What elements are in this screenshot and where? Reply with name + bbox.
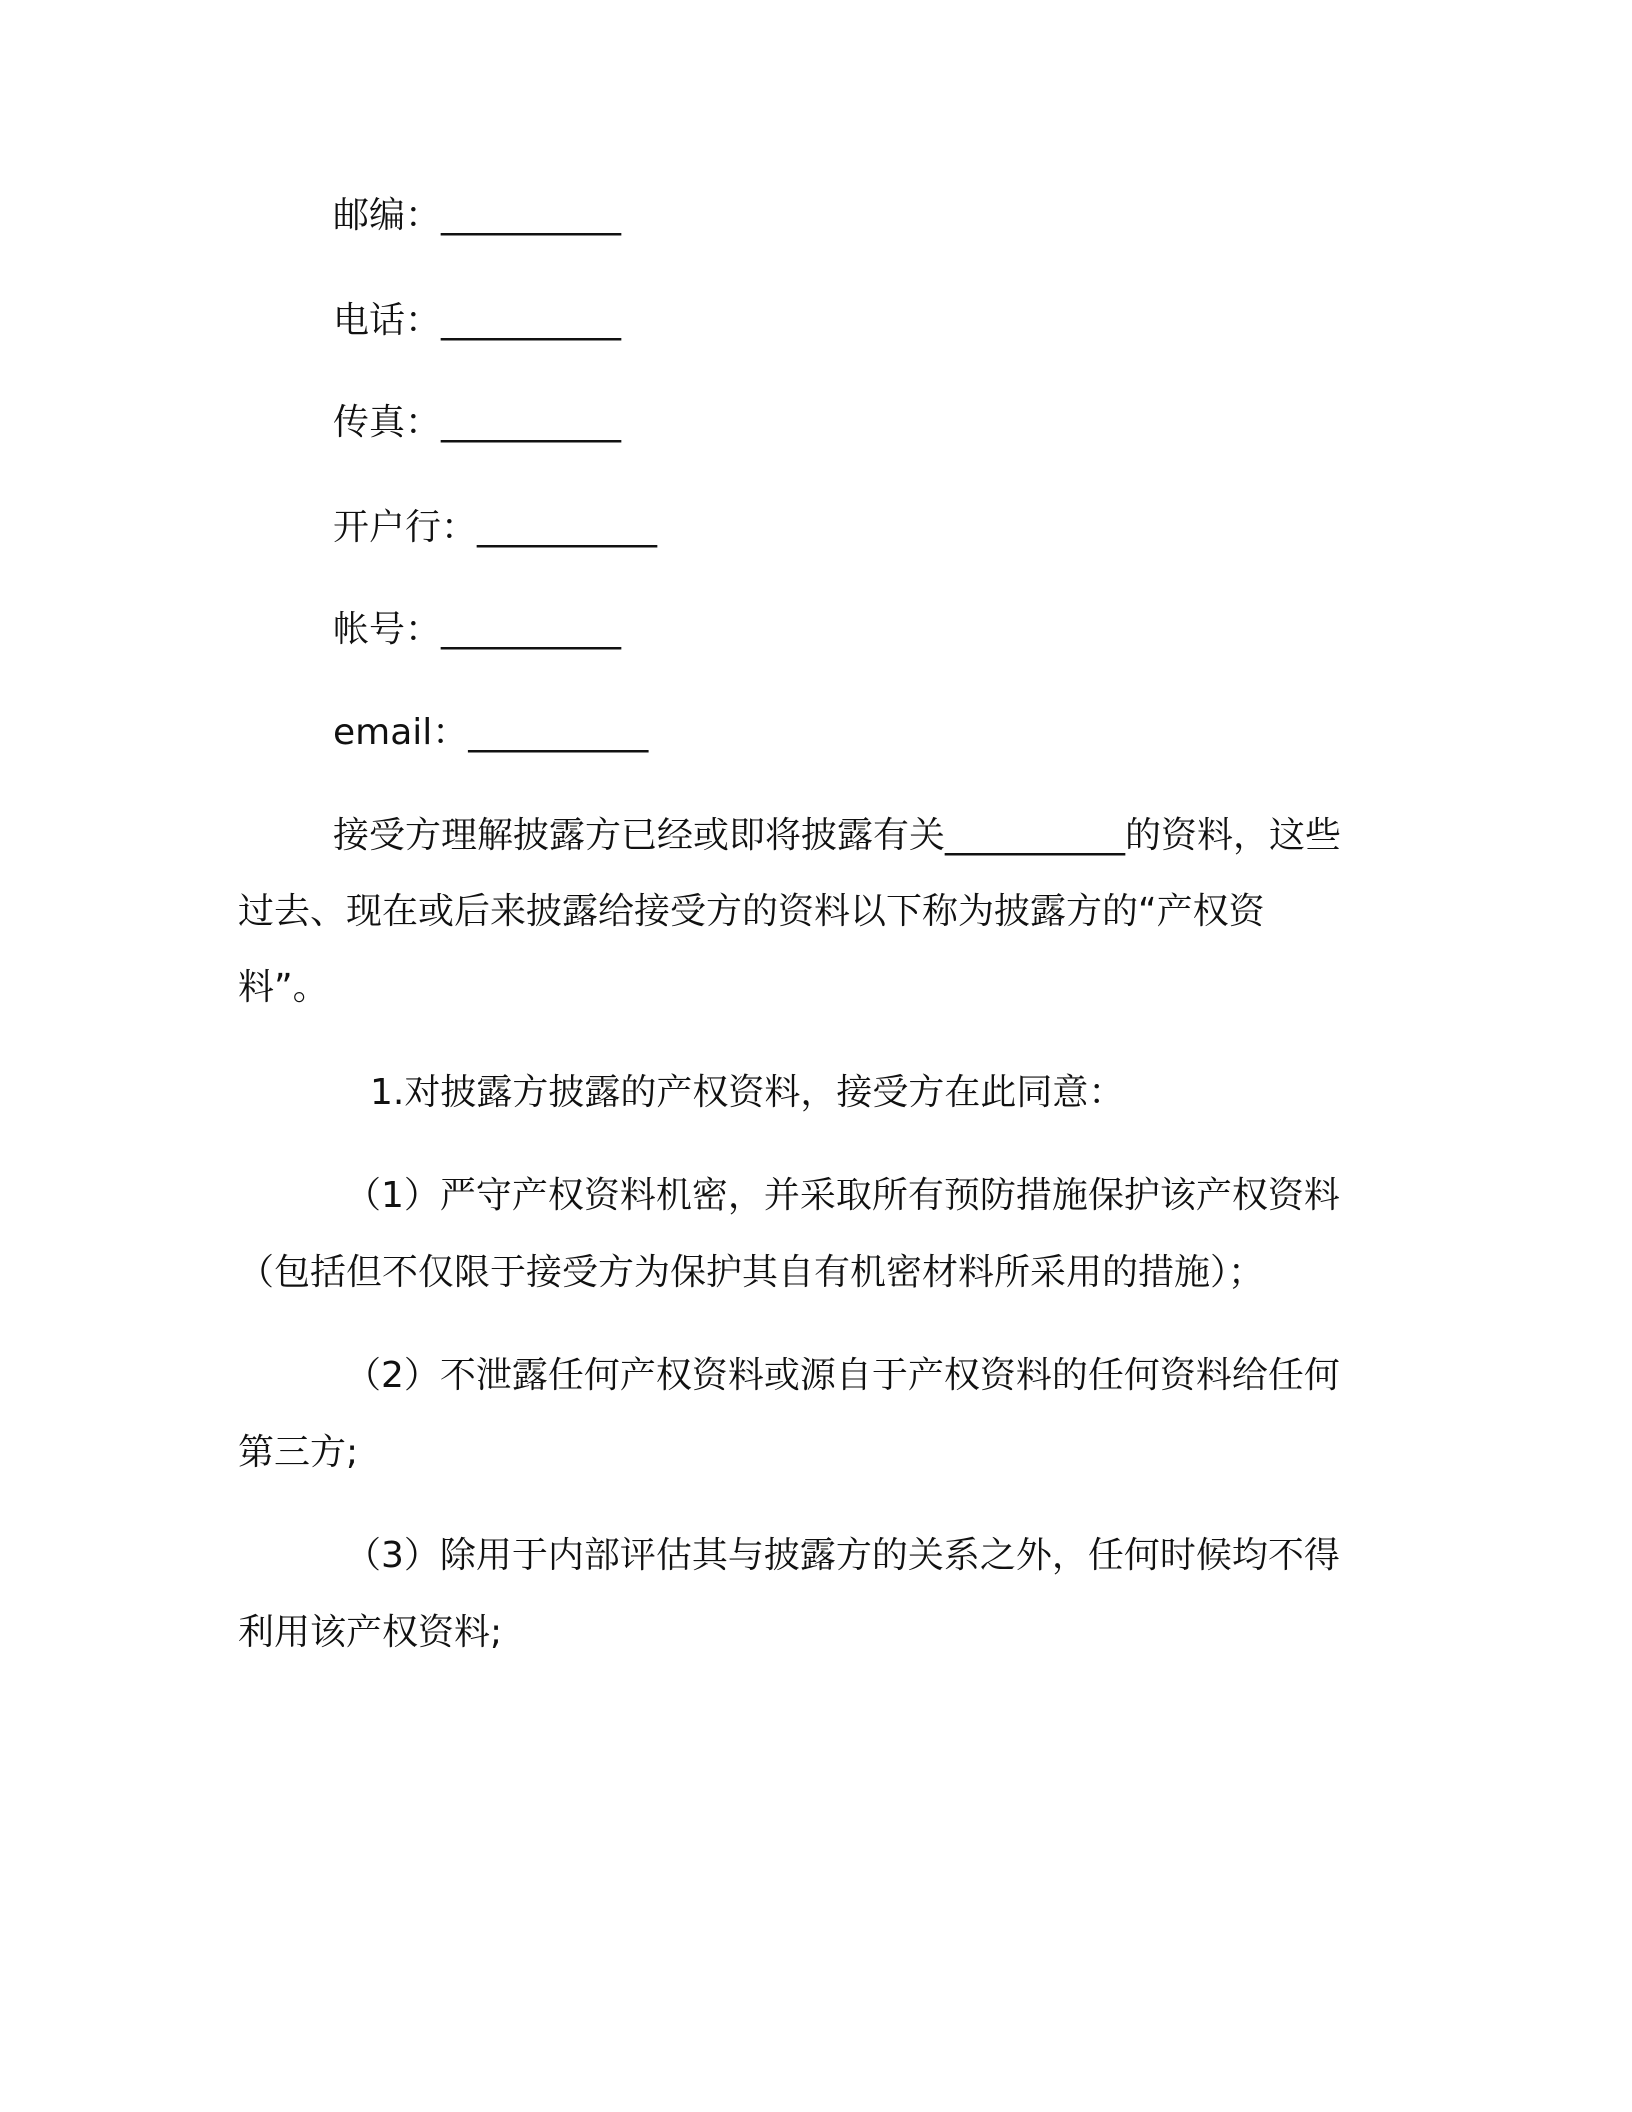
field-email <box>333 712 649 753</box>
field-label: 开户行： <box>333 507 478 548</box>
clause-1-heading: 1.对披露方披露的产权资料，接受方在此同意： <box>370 1072 1125 1113</box>
intro-paragraph-line-2: 过去、现在或后来披露给接受方的资料以下称为披露方的“产权资 <box>238 891 1265 932</box>
blank-line: __________ <box>441 402 622 443</box>
blank-line: __________ <box>441 195 622 236</box>
field-fax <box>333 402 622 443</box>
clause-1-item-1-line-2: （包括但不仅限于接受方为保护其自有机密材料所采用的措施）； <box>238 1252 1265 1293</box>
intro-paragraph-line-3: 料”。 <box>238 967 329 1008</box>
clause-1-item-2-line-1: （2）不泄露任何产权资料或源自于产权资料的任何资料给任何 <box>345 1355 1340 1396</box>
field-label: 帐号： <box>333 609 442 650</box>
blank-line: __________ <box>477 507 658 548</box>
blank-line: __________ <box>441 609 622 650</box>
blank-line: __________ <box>441 300 622 341</box>
field-postcode <box>333 195 622 236</box>
field-label: 传真： <box>333 402 442 443</box>
field-label: 邮编： <box>333 195 442 236</box>
field-label: 电话： <box>333 300 442 341</box>
clause-1-item-3-line-2: 利用该产权资料; <box>238 1612 503 1653</box>
blank-line: __________ <box>468 712 649 753</box>
field-bank <box>333 507 658 548</box>
intro-paragraph-line-1: 接受方理解披露方已经或即将披露有关__________的资料，这些 <box>333 815 1342 856</box>
field-phone <box>333 300 622 341</box>
clause-1-item-2-line-2: 第三方; <box>238 1432 359 1473</box>
field-account <box>333 609 622 650</box>
clause-1-item-1-line-1: （1）严守产权资料机密，并采取所有预防措施保护该产权资料 <box>345 1175 1340 1216</box>
clause-1-item-3-line-1: （3）除用于内部评估其与披露方的关系之外，任何时候均不得 <box>345 1535 1340 1576</box>
field-label: email： <box>333 712 469 753</box>
